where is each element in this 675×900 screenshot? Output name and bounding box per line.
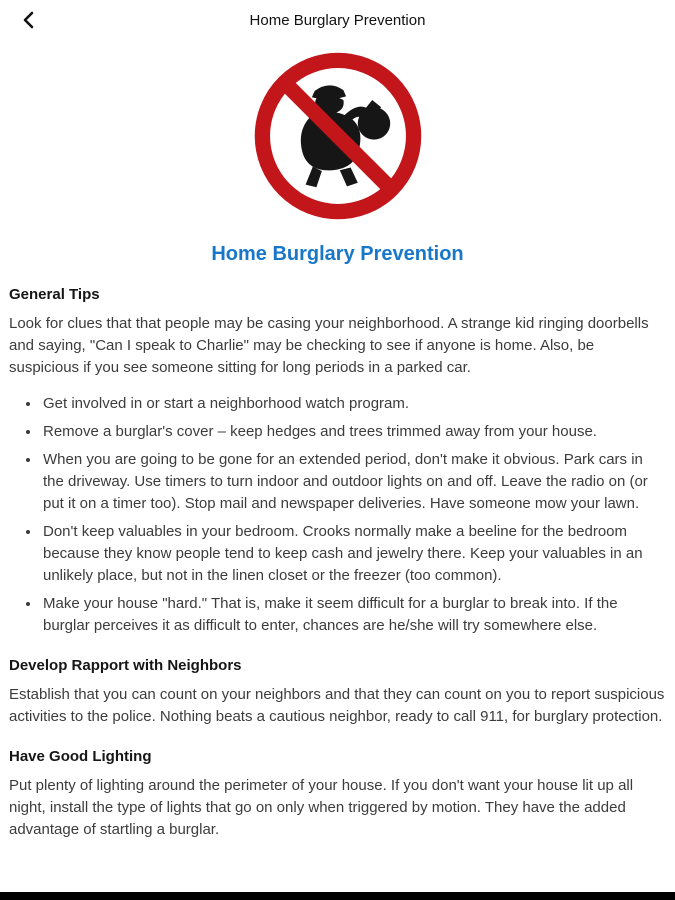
section-good-lighting xyxy=(9,748,666,841)
back-button[interactable] xyxy=(14,6,44,36)
section-general-tips xyxy=(9,286,666,637)
section-paragraph: Establish that you can count on your neighbors and that they can count on you to report suspicious activities to the police. Nothing beats a cautious neighbor, ready to call 911, for burglary protection. xyxy=(9,686,665,725)
article-image xyxy=(9,46,666,231)
section-heading: General Tips xyxy=(9,286,100,303)
chevron-left-icon xyxy=(19,10,39,33)
list-item: • Don't keep valuables in your bedroom. Crooks normally make a beeline for the bedroom because they know people tend to keep cash and jewelry there. Keep your valuables in an unlikely place, but not in the linen closet or the freezer (too common). xyxy=(41,521,666,587)
article-title: Home Burglary Prevention xyxy=(211,243,464,265)
list-item: • When you are going to be gone for an extended period, don't make it obvious. Park cars in the driveway. Use timers to turn indoor and outdoor lights on and off. Leave the radio on (or put it on a timer too). Stop mail and newspaper deliveries. Have someone mow your lawn. xyxy=(41,449,666,515)
section-paragraph: Put plenty of lighting around the perimeter of your house. If you don't want your house lit up all night, install the type of lights that go on only when triggered by motion. They have the added advantage of startling a burglar. xyxy=(9,777,634,838)
section-heading: Have Good Lighting xyxy=(9,748,152,765)
list-item: • Remove a burglar's cover – keep hedges and trees trimmed away from your house. xyxy=(41,421,666,443)
list-item: • Get involved in or start a neighborhood watch program. xyxy=(41,393,666,415)
top-bar xyxy=(0,0,675,40)
section-heading: Develop Rapport with Neighbors xyxy=(9,657,242,674)
article-content[interactable] xyxy=(0,46,675,875)
system-navigation-bar xyxy=(0,892,675,900)
section-develop-rapport xyxy=(9,657,666,728)
page-title: Home Burglary Prevention xyxy=(249,11,426,29)
tips-list xyxy=(9,393,666,637)
section-paragraph: Look for clues that that people may be casing your neighborhood. A strange kid ringing doorbells and saying, "Can I speak to Charlie" may be checking to see if anyone is home. Also, be suspicious if you see someone sitting for long periods in a parked car. xyxy=(9,315,649,376)
no-burglar-prohibition-sign-icon xyxy=(248,213,428,230)
list-item: • Make your house "hard." That is, make it seem difficult for a burglar to break into. If the burglar perceives it as difficult to enter, chances are he/she will try somewhere else. xyxy=(41,593,666,637)
